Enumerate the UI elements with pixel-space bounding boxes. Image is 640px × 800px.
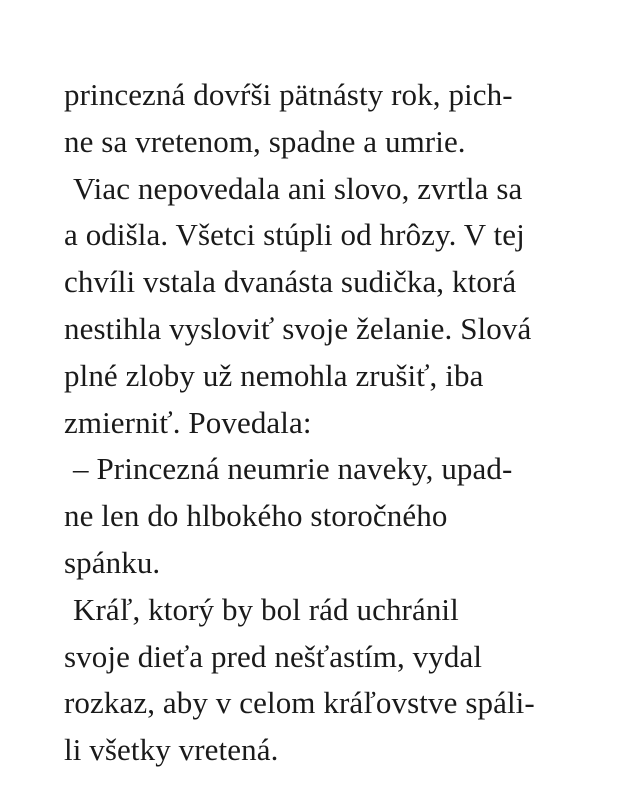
text-line-6: nestihla vysloviť svoje želanie. Slová xyxy=(64,310,532,346)
text-line-1: princezná dovŕši pätnásty rok, pich- xyxy=(64,77,513,112)
text-line-13: svoje dieťa pred nešťastím, vydal xyxy=(64,638,483,674)
text-line-12: Kráľ, ktorý by bol rád uchránil xyxy=(73,591,459,627)
text-line-9: – Princezná neumrie naveky, upad- xyxy=(73,451,513,487)
text-line-11: spánku. xyxy=(64,544,161,580)
text-line-14: rozkaz, aby v celom kráľovstve spáli- xyxy=(64,685,535,721)
text-line-7: plné zloby už nemohla zrušiť, iba xyxy=(64,357,484,393)
text-line-3: Viac nepovedala ani slovo, zvrtla sa xyxy=(73,170,523,206)
story-text xyxy=(64,72,604,774)
text-line-2: ne sa vretenom, spadne a umrie. xyxy=(64,123,466,159)
text-line-4: a odišla. Všetci stúpli od hrôzy. V tej xyxy=(64,217,525,253)
text-line-5: chvíli vstala dvanásta sudička, ktorá xyxy=(64,264,517,300)
text-line-8: zmierniť. Povedala: xyxy=(64,404,312,440)
text-line-10: ne len do hlbokého storočného xyxy=(64,498,448,534)
text-line-15: li všetky vretená. xyxy=(64,732,279,768)
